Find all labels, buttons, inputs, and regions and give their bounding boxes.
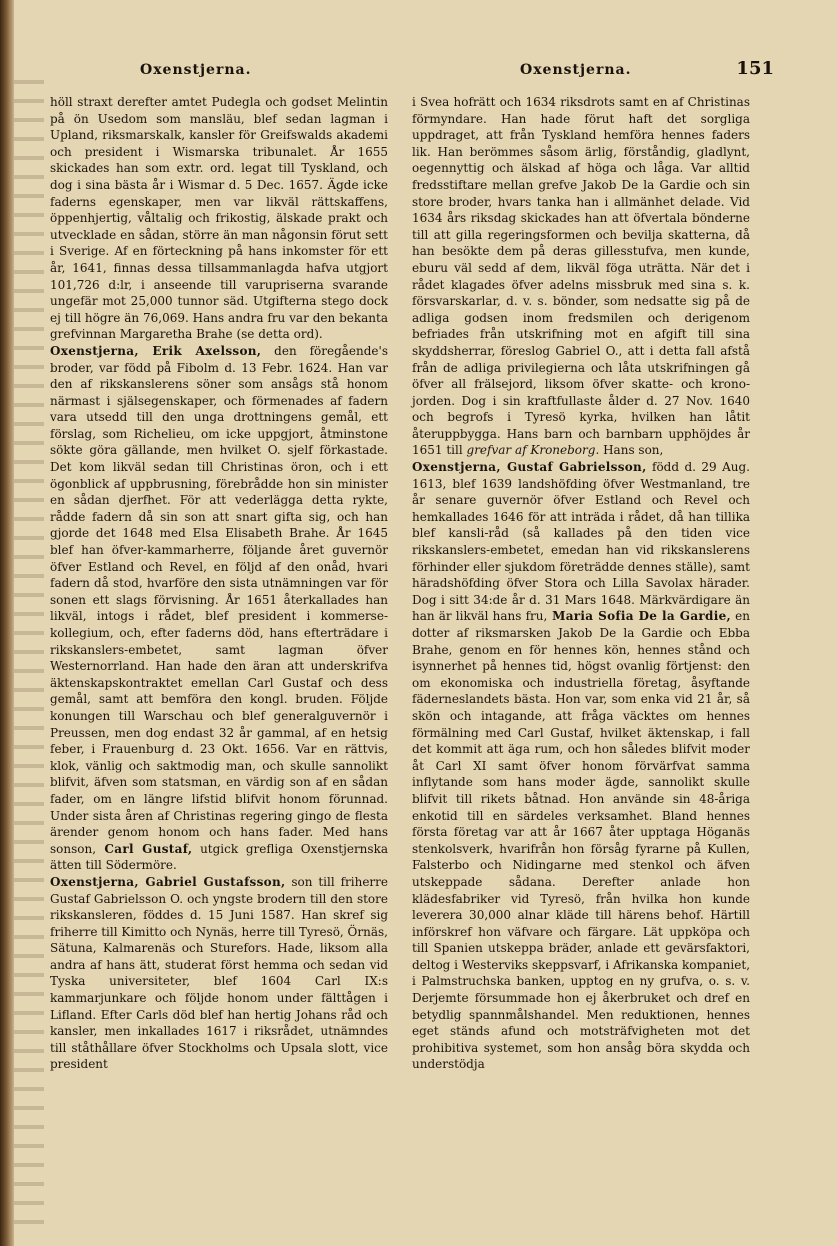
italic-title: grefvar af Kroneborg. [462,443,600,458]
page-number: 151 [736,58,774,79]
paragraph-text: född d. 29 Aug. 1613, blef 1639 landshöfding öfver Westmanland, tre år senare guvernör öfver Estland och Revel och hemkallades 1646 för att inträda i rådet, då han tillika blef kansli-råd (så kallades på den tiden vice rikskanslers-embetet, emedan han vid rikskanslerens förhinder eller sjukdom företrädde dennes ställe), samt häradshöfding öfver Stora och Lilla Savolax härader. Dog i sitt 34:de år d. 31 Mars 1648. Märkvärdigare än han är likväl hans fru, [412,460,750,624]
left-column [50,94,388,1073]
paragraph-text: i Svea hofrätt och 1634 riksdrots samt en af Christinas förmyndare. Han hade förut haft det sorgliga uppdraget, att från Tyskland hemföra hennes faders lik. Han berömmes såsom ärlig, förståndig, gladlynt, oegennyttig och älskad af höga och låga. Var alltid fredsstiftare mellan grefve Jakob De la Gardie och sin store broder, hvars tanka han i allmänhet delade. Vid 1634 års riksdag skickades han att öfvertala bönderne till att gilla regeringsformen och bevilja skatterna, då han besökte dem på deras gillesstufva, men kunde, eburu väl sedd af dem, likväl föga uträtta. När det i rådet klagades öfver adelns missbruk med sina s. k. försvarskarlar, d. v. s. bönder, som nedsatte sig på de adliga godsen inom fredsmilen och derigenom befriades från utskrifning mot en afgift till sina skyddsherrar, föreslog Gabriel O., att i detta fall afstå från de adliga privilegierna och låta utskrifningen gå öfver all frälsejord, liksom öfver skatte- och krono-jorden. Dog i sin kraftfullaste ålder d. 27 Nov. 1640 och begrofs i Tyresö kyrka, hvilken han låtit återuppbygga. Hans barn och barnbarn upphöjdes år 1651 till [412,95,750,458]
entry-name: Maria Sofia De la Gardie, [547,609,732,624]
paragraph [412,459,750,1073]
paragraph [50,874,388,1073]
entry-heading: Oxenstjerna, Erik Axelsson, [50,343,262,358]
entry-heading: Oxenstjerna, Gabriel Gustafsson, [50,874,286,889]
running-head-left: Oxenstjerna. [140,62,252,78]
paragraph-text: den föregående's broder, var född på Fibolm d. 13 Febr. 1624. Han var den af rikskanslerens söner som ansågs stå honom närmast i själsegenskaper, och förmenades af fadern vara utsedd till den unga drottningens gemål, ett förslag, som Richelieu, om icke uppgjort, åtminstone sökte göra gällande, men hvilket O. sjelf förkastade. Det kom likväl sedan till Christinas öron, och i ett ögonblick af uppbrusning, förebrådde hon sin minister en sådan djerfhet. För att vederlägga detta rykte, rådde fadern då sin son att snart gifta sig, och han gjorde det 1648 med Elsa Elisabeth Brahe. År 1645 blef han öfver-kammarherre, följande året guvernör öfver Estland och Revel, en följd af den onåd, hvari fadern då stod, hvarföre den sista utnämningen var för sonen ett slags förvisning. År 1651 återkallades han likväl, intogs i rådet, blef president i kommerse-kollegium, och, efter faderns död, hans efterträdare i rikskanslers-embetet, samt lagman öfver Westernorrland. Han hade den äran att underskrifva äktenskapskontraktet emellan Carl Gustaf och dess gemål, samt att bemföra den kongl. bruden. Följde konungen till Warschau och blef generalguvernör i Preussen, men dog endast 32 år gammal, af en hetsig feber, i Frauenburg d. 23 Okt. 1656. Var en rättvis, klok, vänlig och saktmodig man, och skulle sannolikt blifvit, äfven som statsman, en värdig son af en sådan fader, om en längre lifstid blifvit honom förunnad. Under sista åren af Christinas regering gingo de flesta ärender genom honom och hans fader. Med hans sonson, [50,343,388,856]
paragraph-text: höll straxt derefter amtet Pudegla och godset Melintin på ön Usedom som mansläu, blef sedan lagman i Upland, riksmarskalk, kansler för Greifswalds akademi och president i Wismarska tribunalet. År 1655 skickades han som extr. ord. legat till Tyskland, och dog i sina bästa år i Wismar d. 5 Dec. 1657. Ägde icke faderns egenskaper, men var likväl rättskaffens, öppenhjertig, våltalig och frikostig, älskade prakt och utvecklade en sådan, större än man någonsin förut sett i Sverige. Af en förteckning på hans inkomster för ett år, 1641, finnas dessa tillsammanlagda hafva utgjort 101,726 d:lr, i anseende till varupriserna svarande ungefär mot 25,000 tunnor säd. Utgifterna stego dock ej till högre än 76,069. Hans andra fru var den bekanta grefvinnan Margaretha Brahe (se detta ord). [50,95,388,342]
paragraph [412,94,750,459]
paragraph-text: Hans son, [599,443,664,458]
paragraph-text: son till friherre Gustaf Gabrielsson O. och yngste brodern till den store rikskansleren, föddes d. 15 Juni 1587. Han skref sig friherre till Kimitto och Nynäs, herre till Tyresö, Örnäs, Sätuna, Kalmarenäs och Sturefors. Hade, liksom alla andra af hans ätt, studerat först hemma och sedan vid Tyska universiteter, blef 1604 Carl IX:s kammarjunkare och följde honom under fälttågen i Lifland. Efter Carls död blef han hertig Johans råd och kansler, men inkallades 1617 i riksrådet, utnämndes till ståthållare öfver Stockholms och Upsala slott, vice president [50,874,389,1072]
right-column [412,94,750,1073]
paragraph-text: utgick grefliga Oxenstjernska ätten till Södermöre. [50,841,388,873]
running-head-right: Oxenstjerna. [520,62,632,78]
paragraph [50,94,388,343]
entry-heading: Oxenstjerna, Gustaf Gabrielsson, [412,460,647,475]
paragraph [50,343,388,874]
page-header [50,58,780,88]
entry-name: Carl Gustaf, [96,841,193,856]
facing-page-bleed [14,80,44,1230]
book-spine [0,0,14,1246]
paragraph-text: en dotter af riksmarsken Jakob De la Gardie och Ebba Brahe, genom en för hennes kön, hennes stånd och isynnerhet på hennes tid, högst ovanlig förtjenst: den om ekonomiska och industriella företag, åsyftande fäderneslandets bästa. Hon var, som enka vid 21 år, så skön och intagande, att fråga väcktes om hennes förmälning med Carl Gustaf, hvilket äktenskap, i fall det kommit att äga rum, och hon således blifvit moder åt Carl XI samt öfver honom förvärfvat samma inflytande som hans moder ägde, sannolikt skulle blifvit till rikets båtnad. Hon använde sin 48-åriga enkotid till en särdeles verksamhet. Bland hennes första företag var att år 1667 åter upptaga Höganäs stenkolsverk, hvarifrån hon försåg fyrarne på Kullen, Falsterbo och Nidingarne med stenkol och äfven utskeppade sådana. Derefter anlade hon klädesfabriker vid Tyresö, från hvilka hon kunde leverera 30,000 alnar kläde till härens behof. Härtill införskref hon väfvare och färgare. Lät uppköpa och till Spanien utskeppa bräder, anlade ett gevärsfaktori, deltog i Westerviks skeppsvarf, i Afrikanska kompaniet, i Palmstruchska banken, upptog en ny grufva, o. s. v. Derjemte försummade hon ej åkerbruket och dref en betydlig spannmålshandel. Men reduktionen, hennes eget ständs afund och motsträfvigheten mot det prohibitiva systemet, som hon ansåg böra skydda och understödja [412,609,751,1072]
